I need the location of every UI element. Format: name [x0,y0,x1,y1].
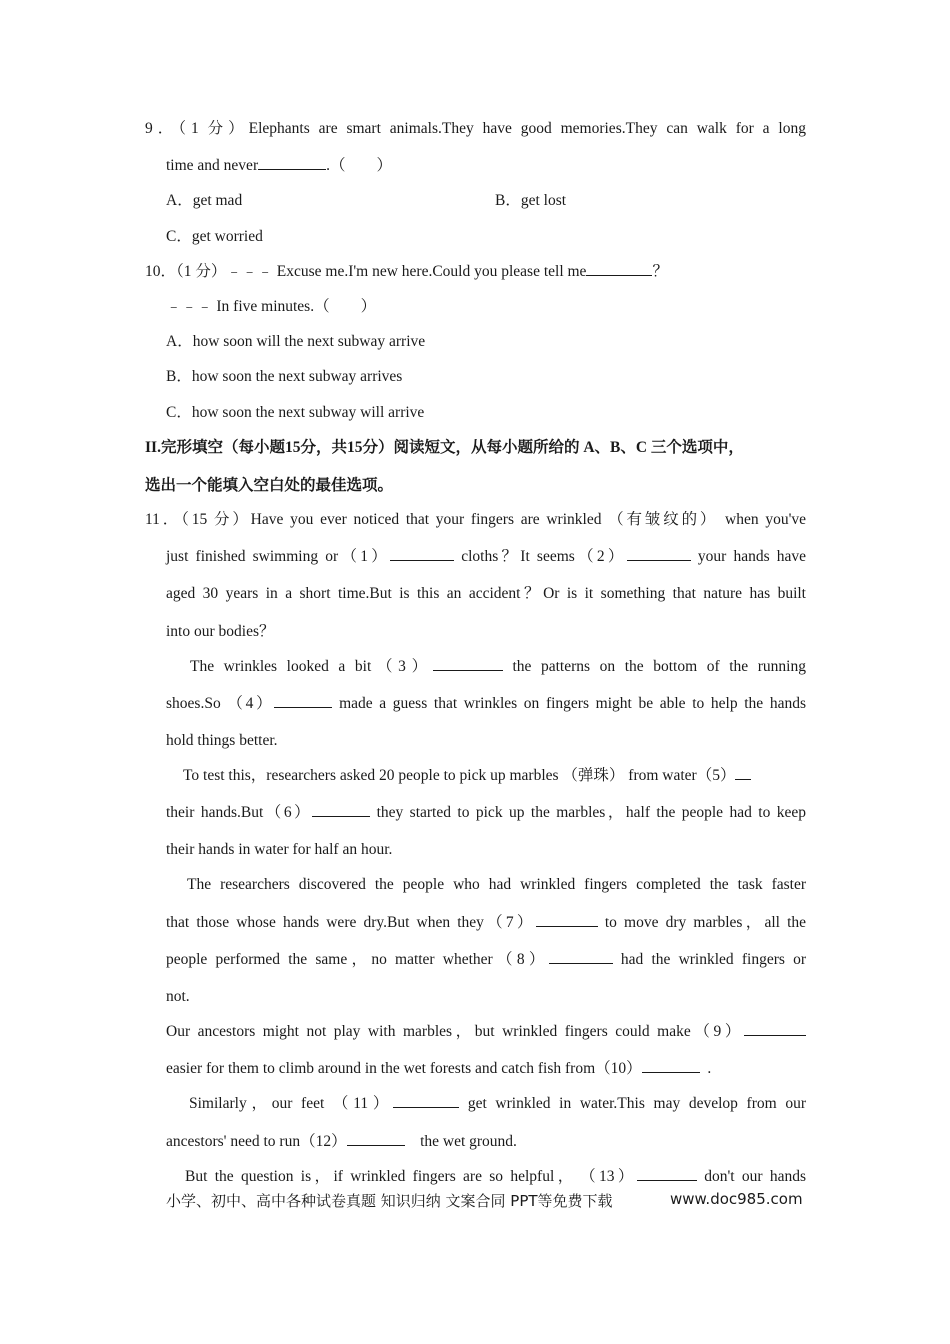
q9-stem-line1: 9．（1 分）Elephants are smart animals.They have good memories.They can walk for a long [145,120,806,137]
blank-11[interactable] [393,1093,459,1108]
q10-stem-text: 10．（1 分）﹣﹣﹣ Excuse me.I'm new here.Could you please tell me [145,263,587,280]
passage-text: ancestors' need to run（12） [166,1133,347,1150]
passage-text: . [707,1060,712,1077]
blank-9[interactable] [744,1021,806,1036]
footer-ad-text: 小学、初中、高中各种试卷真题 知识归纳 文案合同 PPT等免费下载 [166,1192,613,1210]
blank-4[interactable] [274,693,332,708]
passage-text: cloths？It seems（2） [461,548,627,565]
q9-stem-tail: .（ ） [326,157,392,174]
passage-text: had the wrinkled fingers or [620,951,806,968]
q11-line-10: their hands in water for half an hour. [166,841,393,858]
section-heading-line1: II.完形填空（每小题15分，共15分）阅读短文，从每小题所给的 A、B、C 三个选项中， [145,439,744,456]
q11-line-1: 11．（15 分）Have you ever noticed that your fingers are wrinkled （有皱纹的） when you've [145,511,806,528]
blank-7[interactable] [536,912,598,927]
q11-line-5 [190,656,806,678]
q9-option-a[interactable]: A．get mad [166,192,243,209]
q10-option-a[interactable]: A．how soon will the next subway arrive [166,333,426,350]
passage-text: made a guess that wrinkles on fingers might be able to help the hands [339,695,806,712]
passage-text: Similarly，our feet （11） [189,1095,394,1112]
passage-text: shoes.So （4） [166,695,275,712]
footer-site-link[interactable]: www.doc985.com [670,1190,803,1208]
passage-text: The wrinkles looked a bit（3） [190,658,433,675]
page-footer [166,1190,803,1211]
blank-8[interactable] [549,949,613,964]
passage-text: to move dry marbles，all the [604,914,807,931]
q9-stem-text: time and never [166,157,259,174]
q10-stem-tail: ？ [652,263,668,280]
passage-text: they started to pick up the marbles，half the people had to keep [376,804,806,821]
q11-line-15 [166,1021,806,1043]
passage-text: your hands have [697,548,807,565]
q11-line-14: not. [166,988,190,1005]
passage-text: their hands.But（6） [166,804,313,821]
q11-line-2 [166,546,806,568]
q11-line-4: into our bodies？ [166,623,275,640]
passage-text: people performed the same，no matter whether（8） [166,951,549,968]
q11-line-17 [189,1093,806,1115]
blank-6[interactable] [312,802,370,817]
q11-line-8 [183,765,751,787]
q11-line-9 [166,802,806,824]
passage-text: get wrinkled in water.This may develop from our [467,1095,806,1112]
answer-blank[interactable] [258,155,326,170]
q11-line-12 [166,912,806,934]
blank-3[interactable] [433,656,503,671]
q9-stem-line2 [166,155,392,177]
q10-option-c[interactable]: C．how soon the next subway will arrive [166,404,425,421]
passage-text: the wet ground. [420,1133,517,1150]
q11-line-16 [166,1058,711,1080]
q11-line-13 [166,949,806,971]
q11-line-19 [185,1166,806,1188]
q11-line-11: The researchers discovered the people who had wrinkled fingers completed the task faster [187,876,806,893]
blank-10[interactable] [642,1058,700,1073]
passage-text: To test this，researchers asked 20 people to pick up marbles （弹珠） from water（5） [183,767,736,784]
q10-option-b[interactable]: B．how soon the next subway arrives [166,368,403,385]
q11-line-7: hold things better. [166,732,278,749]
answer-blank[interactable] [586,261,652,276]
q11-line-18 [166,1131,517,1153]
passage-text: the patterns on the bottom of the running [512,658,806,675]
blank-2[interactable] [627,546,691,561]
blank-5[interactable] [735,765,751,780]
q10-stem-line2: ﹣﹣﹣ In five minutes.（ ） [166,298,377,315]
q9-option-b[interactable]: B．get lost [495,192,567,209]
q9-option-c[interactable]: C．get worried [166,228,263,245]
passage-text: Our ancestors might not play with marbles，but wrinkled fingers could make（9） [166,1023,744,1040]
passage-text: But the question is，if wrinkled fingers are so helpful， （13） [185,1168,637,1185]
q10-stem-line1 [145,261,668,283]
passage-text: don't our hands [704,1168,806,1185]
passage-text: that those whose hands were dry.But when they（7） [166,914,536,931]
passage-text: just finished swimming or（1） [166,548,391,565]
blank-1[interactable] [390,546,454,561]
q11-line-3: aged 30 years in a short time.But is this an accident？Or is it something that nature has built [166,585,806,602]
passage-text: easier for them to climb around in the wet forests and catch fish from（10） [166,1060,642,1077]
section-heading-line2: 选出一个能填入空白处的最佳选项。 [145,477,394,494]
blank-13[interactable] [637,1166,697,1181]
blank-12[interactable] [347,1131,405,1146]
q11-line-6 [166,693,806,715]
